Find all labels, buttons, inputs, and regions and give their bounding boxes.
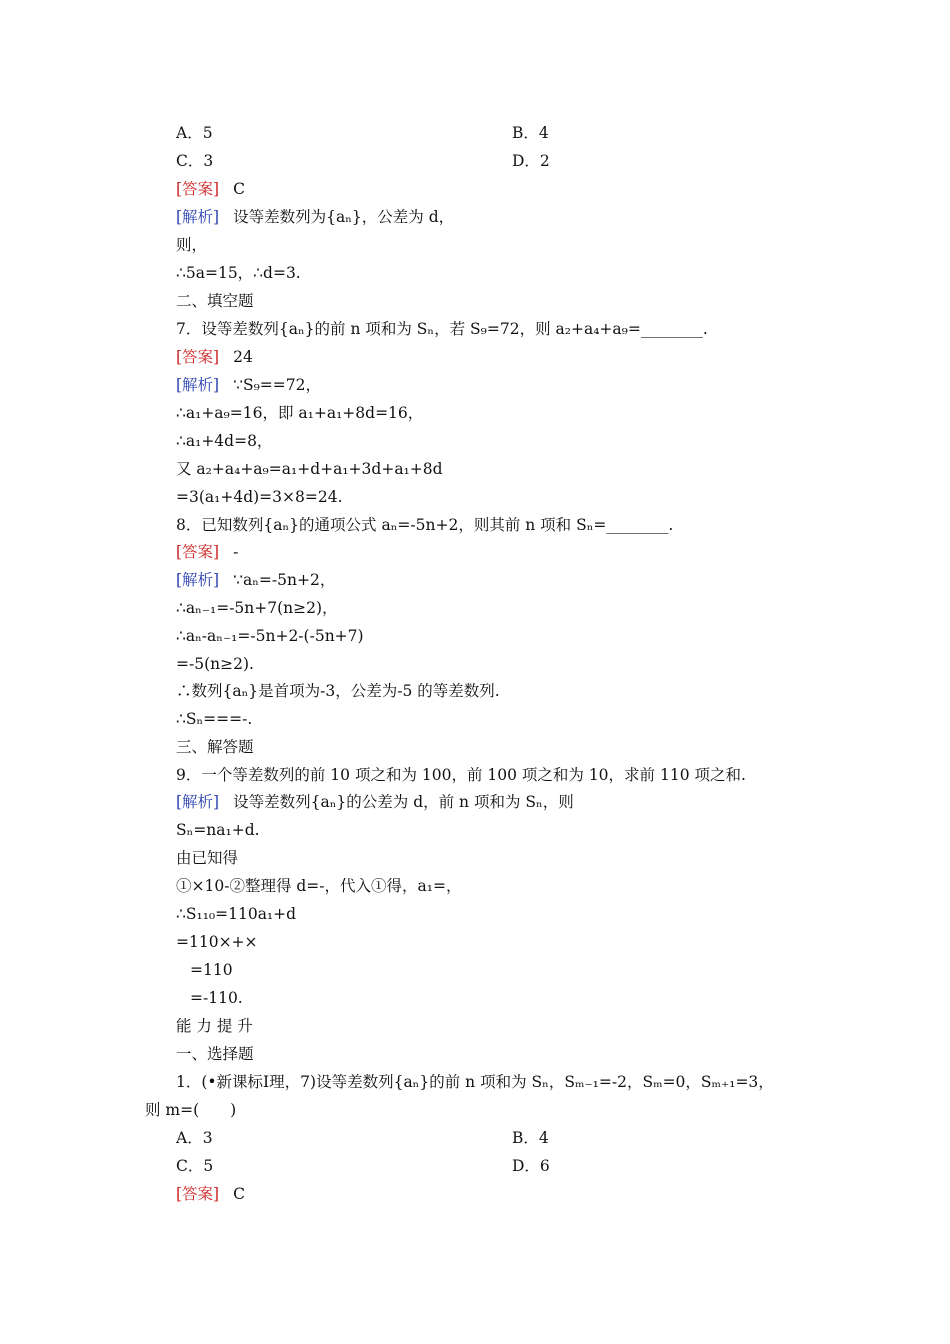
solution-line: 由已知得 (176, 849, 239, 867)
question-7: 7．设等差数列{aₙ}的前 n 项和为 Sₙ，若 S₉=72，则 a₂+a₄+a₉=________. (176, 320, 708, 338)
section-title: 能 力 提 升 (176, 1017, 253, 1035)
option-d: D．2 (512, 152, 550, 170)
solution-line: ∴S₁₁₀=110a₁+d (176, 905, 297, 923)
solution-line: ∴5a=15，∴d=3. (176, 264, 301, 282)
solution-line: ∴aₙ₋₁=-5n+7(n≥2)， (176, 599, 338, 617)
answer-tag: [答案] (176, 543, 220, 561)
solution-line: 又 a₂+a₄+a₉=a₁+d+a₁+3d+a₁+8d (176, 460, 443, 478)
solution-line: ∴a₁+4d=8， (176, 432, 273, 450)
answer-value: 24 (233, 348, 253, 366)
solution-line (176, 207, 454, 227)
solution-line: ∴aₙ-aₙ₋₁=-5n+2-(-5n+7) (176, 627, 364, 645)
solution-line: ∴a₁+a₉=16，即 a₁+a₁+8d=16， (176, 404, 424, 422)
question-1: 1．(•新课标Ⅰ理，7)设等差数列{aₙ}的前 n 项和为 Sₙ，Sₘ₋₁=-2，Sₘ=0，Sₘ₊₁=3， (176, 1073, 774, 1091)
solution-line: =-5(n≥2). (176, 655, 254, 673)
answer-line (176, 347, 253, 367)
solution-line: =110×+× (176, 933, 258, 951)
solution-text: 设等差数列为{aₙ}，公差为 d， (233, 208, 455, 226)
answer-tag: [答案] (176, 348, 220, 366)
solution-line: Sₙ=na₁+d. (176, 821, 260, 839)
solution-text: ∵aₙ=-5n+2， (233, 571, 336, 589)
option-a: A．5 (176, 124, 213, 142)
solution-line (176, 792, 574, 812)
solution-line: =110 (190, 961, 233, 979)
answer-value: - (233, 543, 239, 561)
answer-line (176, 179, 245, 199)
solution-tag: [解析] (176, 793, 220, 811)
answer-value: C (233, 1185, 245, 1203)
solution-line (176, 570, 335, 590)
option-c: C．3 (176, 152, 214, 170)
option-d: D．6 (512, 1157, 550, 1175)
solution-text: 设等差数列{aₙ}的公差为 d，前 n 项和为 Sₙ，则 (233, 793, 574, 811)
answer-line (176, 542, 238, 562)
question-8: 8．已知数列{aₙ}的通项公式 aₙ=-5n+2，则其前 n 项和 Sₙ=________. (176, 516, 674, 534)
question-9: 9．一个等差数列的前 10 项之和为 100，前 100 项之和为 10，求前 110 项之和. (176, 766, 746, 784)
question-1-continued: 则 m=( ) (145, 1101, 237, 1119)
solution-line: ∴Sₙ===-. (176, 710, 253, 728)
solution-line: =3(a₁+4d)=3×8=24. (176, 488, 343, 506)
answer-value: C (233, 180, 245, 198)
solution-tag: [解析] (176, 376, 220, 394)
solution-tag: [解析] (176, 571, 220, 589)
solution-line: ①×10-②整理得 d=-，代入①得，a₁=， (176, 877, 462, 895)
option-b: B．4 (512, 124, 549, 142)
section-title: 二、填空题 (176, 292, 254, 310)
solution-tag: [解析] (176, 208, 220, 226)
section-subtitle: 一、选择题 (176, 1045, 254, 1063)
option-a: A．3 (176, 1129, 213, 1147)
option-b: B．4 (512, 1129, 549, 1147)
solution-text: ∵S₉==72， (233, 376, 322, 394)
answer-tag: [答案] (176, 1185, 220, 1203)
solution-line (176, 375, 321, 395)
answer-line (176, 1184, 245, 1204)
section-title: 三、解答题 (176, 738, 254, 756)
solution-line: =-110. (190, 989, 243, 1007)
option-c: C．5 (176, 1157, 214, 1175)
solution-line: ∴数列{aₙ}是首项为-3，公差为-5 的等差数列. (176, 682, 500, 700)
answer-tag: [答案] (176, 180, 220, 198)
solution-line: 则， (176, 236, 208, 254)
